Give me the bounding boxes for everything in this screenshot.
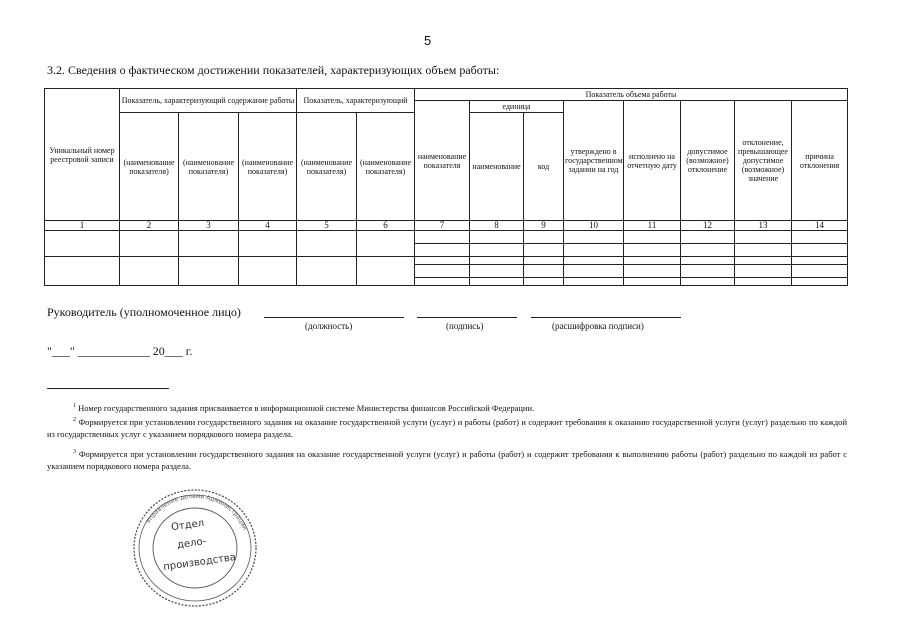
footnote-divider bbox=[47, 388, 169, 389]
footnote-2 bbox=[47, 414, 847, 440]
col-number: 14 bbox=[792, 221, 848, 231]
table-row bbox=[45, 231, 848, 244]
stamp-ring-text: Управление делами Администрации bbox=[145, 492, 249, 532]
col-number: 3 bbox=[179, 221, 239, 231]
footnote-3 bbox=[47, 446, 847, 472]
position-line bbox=[264, 317, 404, 318]
header-name-sub-2: (наименование показателя) bbox=[120, 113, 179, 221]
header-content-indicator: Показатель, характеризующий содержание работы bbox=[120, 89, 297, 113]
header-volume-indicator: Показатель объема работы bbox=[415, 89, 848, 101]
col-number: 9 bbox=[524, 221, 564, 231]
signature-line bbox=[417, 317, 517, 318]
header-exceeding-deviation: отклонение, превышающее допустимое (возможное) значение bbox=[735, 101, 792, 221]
col-number: 6 bbox=[357, 221, 415, 231]
header-condition-indicator: Показатель, характеризующий bbox=[297, 89, 415, 113]
signature-caption: (подпись) bbox=[446, 321, 484, 331]
header-unit-code: код bbox=[524, 113, 564, 221]
footnote-mark: 3 bbox=[73, 449, 76, 455]
section-title: 3.2. Сведения о фактическом достижении показателей, характеризующих объем работы: bbox=[47, 63, 500, 77]
col-number: 12 bbox=[681, 221, 735, 231]
header-name-sub-4: (наименование показателя) bbox=[239, 113, 297, 221]
col-number: 2 bbox=[120, 221, 179, 231]
col-number: 5 bbox=[297, 221, 357, 231]
col-number: 4 bbox=[239, 221, 297, 231]
col-number: 1 bbox=[45, 221, 120, 231]
footnote-mark: 1 bbox=[73, 403, 76, 409]
col-number: 7 bbox=[415, 221, 470, 231]
footnote-text: Формируется при установлении государственного задания на оказание государственной услуги (услуг) и работы (работ) и содержит требования к выполнению работы (работ) раздельно по каждой из работ с указанием порядкового номера раздела. bbox=[47, 448, 847, 471]
header-unique-number: Уникальный номер реестровой записи bbox=[45, 89, 120, 221]
footnote-mark: 2 bbox=[73, 417, 76, 423]
header-unit-name: наименование bbox=[470, 113, 524, 221]
report-table bbox=[44, 88, 848, 286]
official-stamp bbox=[130, 486, 260, 611]
header-allowed-deviation: допустимое (возможное) отклонение bbox=[681, 101, 735, 221]
header-name-sub-6: (наименование показателя) bbox=[357, 113, 415, 221]
footnote-text: Номер государственного задания присваивается в информационной системе Министерства финансов Российской Федерации. bbox=[78, 402, 535, 413]
header-deviation-reason: причина отклонения bbox=[792, 101, 848, 221]
table-row bbox=[45, 257, 848, 265]
header-indicator-name: наименование показателя bbox=[415, 101, 470, 221]
header-approved: утверждено в государственном задании на год bbox=[564, 101, 624, 221]
col-number: 8 bbox=[470, 221, 524, 231]
stamp-line-1: Отдел bbox=[170, 517, 205, 534]
col-number: 13 bbox=[735, 221, 792, 231]
col-number: 11 bbox=[624, 221, 681, 231]
col-number: 10 bbox=[564, 221, 624, 231]
stamp-line-3: производства bbox=[162, 551, 237, 574]
stamp-line-2: дело- bbox=[176, 536, 207, 552]
name-caption: (расшифровка подписи) bbox=[552, 321, 644, 331]
footnote-text: Формируется при установлении государственного задания на оказание государственной услуги (услуг) и работы (работ) и содержит требования к оказанию государственной услуги (услуг) раздельно по каждой из государственных услуг с указанием порядкового номера раздела. bbox=[47, 416, 848, 439]
date-line: "___" ____________ 20___ г. bbox=[47, 344, 193, 358]
header-unit: единица bbox=[470, 101, 564, 113]
header-name-sub-3: (наименование показателя) bbox=[179, 113, 239, 221]
header-executed: исполнено на отчетную дату bbox=[624, 101, 681, 221]
header-name-sub-5: (наименование показателя) bbox=[297, 113, 357, 221]
footnote-1 bbox=[47, 400, 847, 414]
signature-label: Руководитель (уполномоченное лицо) bbox=[47, 305, 241, 319]
position-caption: (должность) bbox=[305, 321, 353, 331]
page-number: 5 bbox=[424, 33, 432, 48]
name-line bbox=[531, 317, 681, 318]
